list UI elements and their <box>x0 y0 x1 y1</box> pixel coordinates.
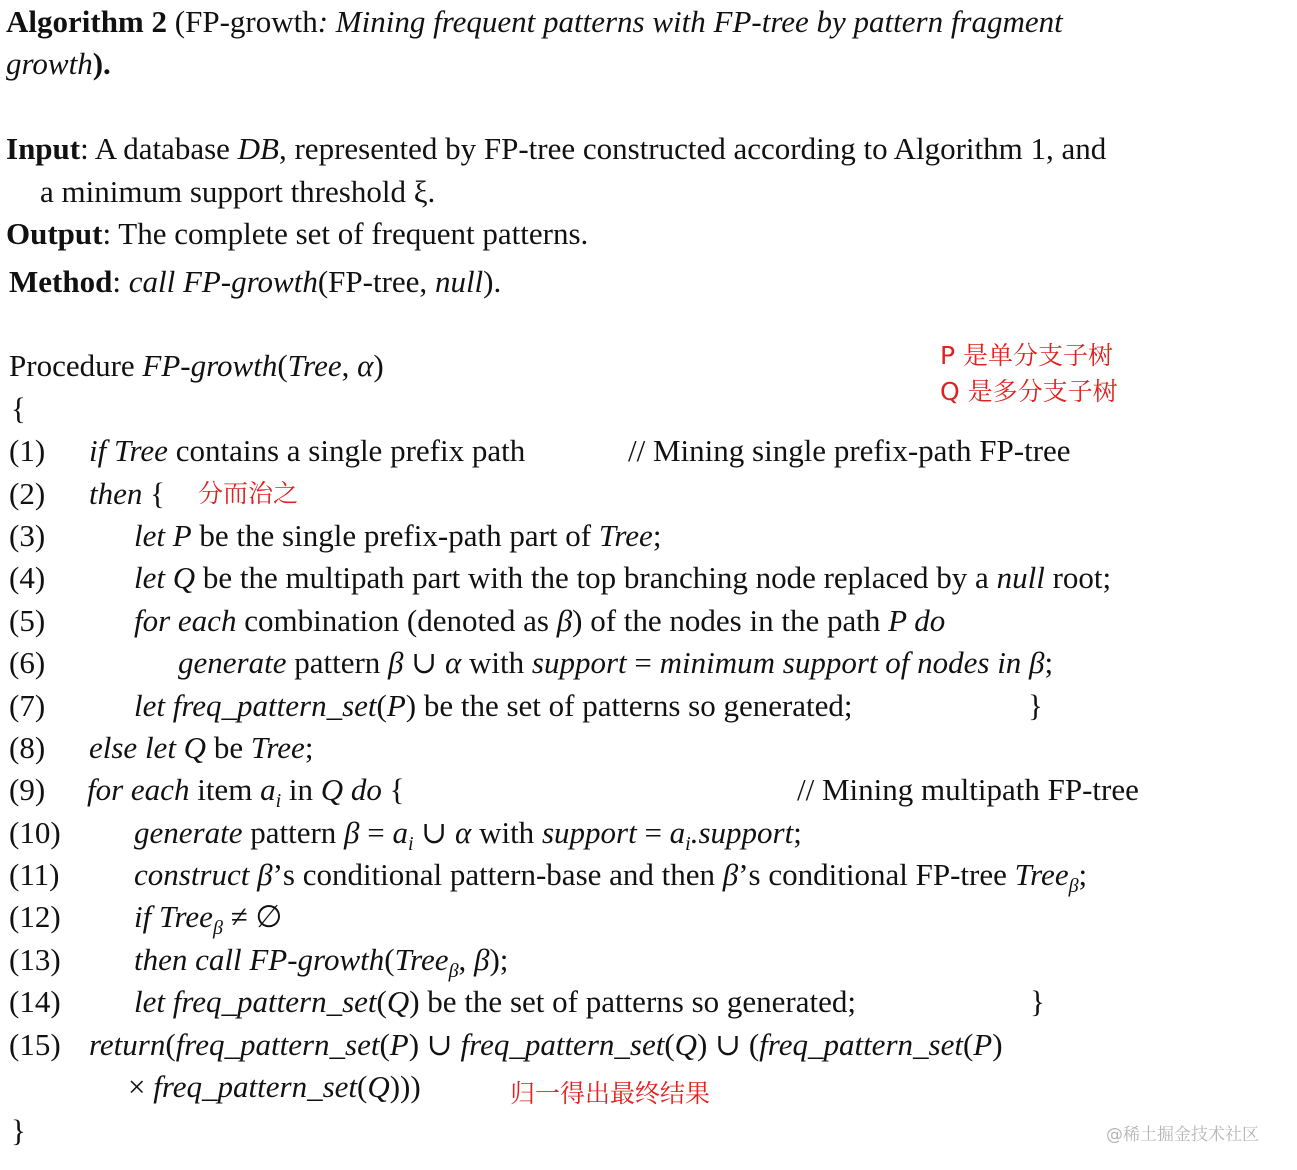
line-segment: then <box>89 476 143 511</box>
title-colon: : <box>317 4 329 39</box>
line-segment: β <box>1068 875 1079 898</box>
method-end: ). <box>483 264 502 299</box>
procedure-label: Procedure <box>9 348 143 383</box>
output-label: Output <box>6 216 103 251</box>
annotation-p: P 是单分支子树 <box>940 341 1114 370</box>
algorithm-label: Algorithm 2 <box>6 4 168 39</box>
line-segment: × <box>128 1069 154 1104</box>
algorithm-line <box>134 558 1111 598</box>
line-segment: support <box>531 645 627 680</box>
method-null: null <box>434 264 484 299</box>
line-segment: ) ∪ ( <box>697 1027 760 1062</box>
algorithm-title <box>6 2 1063 42</box>
line-segment: freq_pattern_set <box>460 1027 665 1062</box>
line-segment: a <box>669 815 686 850</box>
input-threshold: a minimum support threshold ξ. <box>40 174 436 209</box>
line-segment: freq_pattern_set <box>175 1027 380 1062</box>
line-comment: // Mining single prefix-path FP-tree <box>628 433 1071 468</box>
line-segment: = <box>626 645 660 680</box>
line-segment: for each <box>134 603 237 638</box>
line-number: (12) <box>9 899 61 934</box>
line-segment: P <box>973 1027 993 1062</box>
line-segment: P <box>386 688 406 723</box>
line-segment: i <box>275 790 282 813</box>
line-segment: ∪ <box>403 645 445 680</box>
algorithm-line <box>89 1025 1003 1065</box>
annotation-divide: 分而治之 <box>198 479 299 508</box>
method-args: (FP-tree, <box>317 264 435 299</box>
line-segment: ( <box>165 1027 176 1062</box>
algorithm-line <box>134 686 853 726</box>
line-segment: pattern <box>286 645 389 680</box>
line-segment: ; <box>793 815 802 850</box>
line-segment: combination (denoted as <box>236 603 557 638</box>
line-segment: ’s conditional pattern-base and then <box>272 857 723 892</box>
output-text: : The complete set of frequent patterns. <box>102 216 589 251</box>
line-number: (7) <box>9 688 46 723</box>
line-number: (13) <box>9 942 61 977</box>
line-segment: then call FP-growth <box>134 942 385 977</box>
title-desc-line2: growth <box>6 46 93 81</box>
watermark: @稀土掘金技术社区 <box>1106 1125 1259 1145</box>
line-segment: ) be the set of patterns so generated; <box>409 984 856 1019</box>
line-number: (3) <box>9 518 46 553</box>
procedure-close-brace: } <box>11 1113 26 1148</box>
line-segment: ; <box>1044 645 1054 680</box>
algorithm-line <box>134 940 509 983</box>
line-segment: generate <box>178 645 287 680</box>
procedure-name: FP-growth <box>142 348 278 383</box>
line-segment: pattern <box>242 815 345 850</box>
line-segment: return <box>89 1027 166 1062</box>
line-segment: β <box>388 645 404 680</box>
output-line <box>6 214 588 254</box>
input-text: : A database <box>80 131 238 166</box>
line-segment: ( <box>379 1027 390 1062</box>
line-segment: be the multipath part with the top branching node replaced by a <box>195 560 997 595</box>
line-segment: freq_pattern_set <box>153 1069 358 1104</box>
line-segment: freq_pattern_set <box>759 1027 963 1062</box>
line-segment: ’s conditional FP-tree <box>738 857 1015 892</box>
line-segment: ( <box>357 1069 368 1104</box>
line-segment: Tree <box>1014 857 1069 892</box>
line-segment: if Tree <box>89 433 168 468</box>
line-comment: // Mining multipath FP-tree <box>797 772 1139 807</box>
line-number: (11) <box>9 857 60 892</box>
title-desc-line1: Mining frequent patterns with FP-tree by pattern fragment <box>335 4 1063 39</box>
algorithm-line <box>134 897 283 940</box>
line-segment: .support <box>690 815 794 850</box>
algorithm-line <box>178 643 1053 683</box>
input-text-cont: , represented by FP-tree constructed according to Algorithm 1, and <box>278 131 1107 166</box>
line-segment: Tree <box>394 942 449 977</box>
line-segment: ( <box>384 942 395 977</box>
title-close: ). <box>92 46 111 81</box>
line-segment: root; <box>1044 560 1112 595</box>
line-segment: β <box>556 603 573 638</box>
line-segment: i <box>685 833 691 856</box>
line-segment: let freq_pattern_set <box>134 688 377 723</box>
line-segment: be <box>206 730 251 765</box>
line-segment: P <box>389 1027 409 1062</box>
line-number: (4) <box>9 560 46 595</box>
line-segment: minimum support of nodes in β <box>659 645 1045 680</box>
algorithm-line <box>134 855 1088 898</box>
line-segment: with <box>471 815 542 850</box>
line-segment: ∪ <box>413 815 456 850</box>
procedure-paren-close: ) <box>373 348 384 383</box>
line-segment: ( <box>376 984 387 1019</box>
line-segment: β <box>212 917 223 940</box>
algorithm-line <box>128 1067 421 1107</box>
line-segment: if Tree <box>134 899 213 934</box>
line-number: (15) <box>9 1027 61 1062</box>
line-segment: { <box>381 772 405 807</box>
line-segment: item <box>189 772 261 807</box>
input-line <box>6 129 1106 169</box>
algorithm-line <box>134 982 856 1022</box>
procedure-header <box>9 346 384 386</box>
line-segment: = <box>359 815 393 850</box>
procedure-arg-tree: Tree <box>287 348 342 383</box>
line-segment: ( <box>664 1027 675 1062</box>
line-segment: with <box>461 645 532 680</box>
line-segment: ( <box>962 1027 974 1062</box>
line-segment: P do <box>888 603 946 638</box>
line-segment: Q do <box>320 772 382 807</box>
algorithm-title-line2 <box>6 44 111 84</box>
line-segment: α <box>444 645 462 680</box>
line-segment: ; <box>652 518 662 553</box>
line-segment: contains a single prefix path <box>167 433 526 468</box>
line-segment: { <box>142 476 166 511</box>
annotation-q: Q 是多分支子树 <box>940 377 1118 406</box>
line-segment: = <box>636 815 670 850</box>
line-segment: a <box>392 815 408 850</box>
line-segment: Q <box>367 1069 390 1104</box>
line-segment: generate <box>134 815 243 850</box>
line-segment: Tree <box>250 730 305 765</box>
line-segment: β <box>474 942 490 977</box>
algorithm-line <box>87 770 405 813</box>
algorithm-line <box>89 474 165 514</box>
annotation-merge: 归一得出最终结果 <box>510 1079 711 1108</box>
line-segment: in <box>281 772 321 807</box>
line-segment: be the single prefix-path part of <box>191 518 599 553</box>
input-db: DB <box>237 131 279 166</box>
line-segment: for each <box>87 772 190 807</box>
closing-brace: } <box>1028 688 1043 723</box>
line-number: (5) <box>9 603 46 638</box>
algorithm-line <box>134 601 945 641</box>
line-segment: ); <box>489 942 509 977</box>
procedure-paren-open: ( <box>277 348 288 383</box>
line-segment: ))) <box>389 1069 421 1104</box>
algorithm-line <box>134 813 802 856</box>
line-segment: ) ∪ <box>408 1027 461 1062</box>
line-segment: ; <box>304 730 314 765</box>
method-line <box>9 262 501 302</box>
line-segment: Q <box>386 984 410 1019</box>
line-segment: α <box>455 815 472 850</box>
line-segment: let Q <box>134 560 196 595</box>
line-segment: β <box>448 960 459 983</box>
line-segment: β <box>344 815 360 850</box>
algorithm-line <box>89 728 313 768</box>
procedure-comma: , <box>341 348 358 383</box>
line-segment: ) <box>992 1027 1003 1062</box>
title-open: (FP-growth <box>174 4 318 39</box>
line-segment: , <box>458 942 475 977</box>
line-segment: construct β <box>134 857 273 892</box>
algorithm-line <box>89 431 525 471</box>
line-number: (1) <box>9 433 46 468</box>
line-segment: ≠ ∅ <box>222 899 283 934</box>
line-segment: β <box>722 857 739 892</box>
line-segment: let P <box>134 518 192 553</box>
line-segment: let freq_pattern_set <box>134 984 377 1019</box>
input-label: Input <box>6 131 81 166</box>
line-segment: i <box>407 833 414 856</box>
procedure-arg-alpha: α <box>357 348 374 383</box>
input-line2 <box>40 172 435 212</box>
line-segment: Q <box>674 1027 698 1062</box>
procedure-open-brace: { <box>11 391 26 426</box>
closing-brace: } <box>1030 984 1045 1019</box>
line-segment: ) of the nodes in the path <box>572 603 889 638</box>
line-segment: else let Q <box>89 730 207 765</box>
line-number: (8) <box>9 730 46 765</box>
line-segment: ) be the set of patterns so generated; <box>405 688 853 723</box>
line-segment: support <box>541 815 637 850</box>
line-number: (2) <box>9 476 46 511</box>
line-segment: null <box>996 560 1045 595</box>
line-number: (6) <box>9 645 46 680</box>
algorithm-line <box>134 516 661 556</box>
line-segment: ( <box>376 688 387 723</box>
method-sep: : <box>112 264 129 299</box>
method-call: call FP-growth <box>128 264 318 299</box>
line-segment: ; <box>1078 857 1088 892</box>
line-segment: a <box>260 772 276 807</box>
line-number: (10) <box>9 815 61 850</box>
method-label: Method <box>9 264 113 299</box>
line-number: (14) <box>9 984 61 1019</box>
line-segment: Tree <box>598 518 653 553</box>
line-number: (9) <box>9 772 46 807</box>
